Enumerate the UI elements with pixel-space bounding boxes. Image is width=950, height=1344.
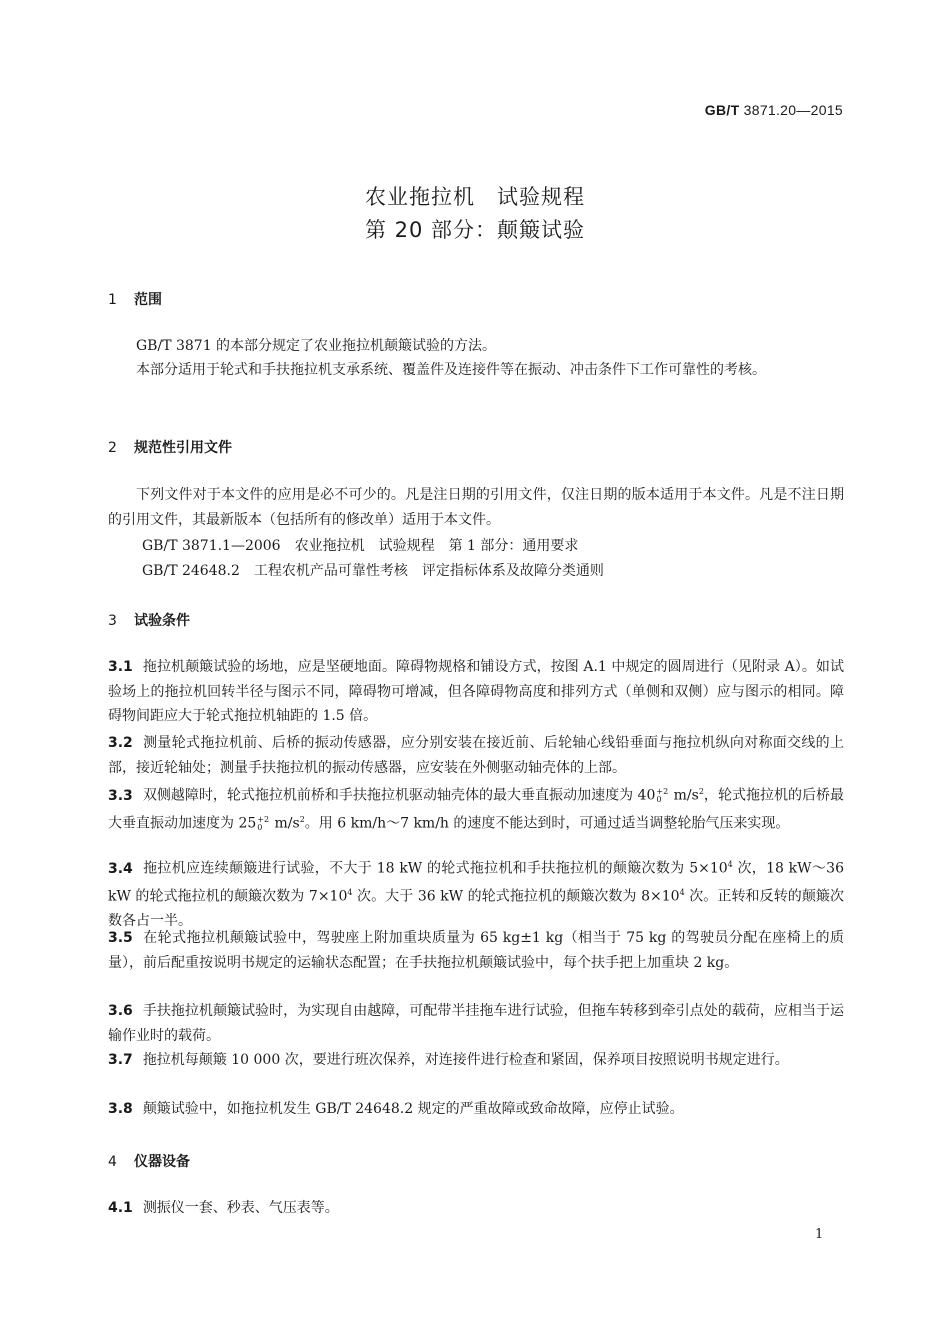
section-heading-2: 2 规范性引用文件 bbox=[108, 440, 232, 456]
clause-3-5: 3.5 在轮式拖拉机颠簸试验中，驾驶座上附加重块质量为 65 kg±1 kg（相当于 75 kg 的驾驶员分配在座椅上的质量），前后配重按说明书规定的运输状态配置；在手扶拖拉机颠簸试验中，每个扶手把上加重块 2 kg。 bbox=[108, 930, 844, 971]
clause-3-1: 3.1 拖拉机颠簸试验的场地，应是坚硬地面。障碍物规格和铺设方式，按图 A.1 中规定的圆周进行（见附录 A）。如试验场上的拖拉机回转半径与图示不同，障碍物可增减，但各障碍物高度和排列方式（单侧和双侧）应与图示的相同。障碍物间距应大于轮式拖拉机轴距的 1.5 倍。 bbox=[108, 659, 844, 724]
clause-3-2: 3.2 测量轮式拖拉机前、后桥的振动传感器，应分别安装在接近前、后轮轴心线铅垂面与拖拉机纵向对称面交线的上部，接近轮轴处；测量手扶拖拉机的振动传感器，应安装在外侧驱动轴壳体的上部。 bbox=[108, 735, 844, 776]
section-2-para: 下列文件对于本文件的应用是必不可少的。凡是注日期的引用文件，仅注日期的版本适用于本文件。凡是不注日期的引用文件，其最新版本（包括所有的修改单）适用于本文件。 bbox=[108, 487, 844, 528]
document-title-line2: 第 20 部分：颠簸试验 bbox=[364, 218, 586, 242]
clause-3-6: 3.6 手扶拖拉机颠簸试验时，为实现自由越障，可配带半挂拖车进行试验，但拖车转移到牵引点处的载荷，应相当于运输作业时的载荷。 bbox=[108, 1003, 844, 1044]
section-heading-1: 1 范围 bbox=[108, 292, 162, 308]
normative-reference-2: GB/T 24648.2 工程农机产品可靠性考核 评定指标体系及故障分类通则 bbox=[142, 563, 604, 579]
clause-3-7: 3.7 拖拉机每颠簸 10 000 次，要进行班次保养，对连接件进行检查和紧固，保养项目按照说明书规定进行。 bbox=[108, 1052, 789, 1068]
clause-4-1: 4.1 测振仪一套、秒表、气压表等。 bbox=[108, 1200, 339, 1216]
document-title-line1: 农业拖拉机 试验规程 bbox=[365, 185, 585, 209]
section-1-para-2: 本部分适用于轮式和手扶拖拉机支承系统、覆盖件及连接件等在振动、冲击条件下工作可靠性的考核。 bbox=[136, 362, 766, 378]
section-1-para-1: GB/T 3871 的本部分规定了农业拖拉机颠簸试验的方法。 bbox=[136, 338, 497, 354]
section-heading-4: 4 仪器设备 bbox=[108, 1154, 190, 1170]
clause-3-4: 3.4 拖拉机应连续颠簸进行试验，不大于 18 kW 的轮式拖拉机和手扶拖拉机的颠簸次数为 $5\times 10^4$ 次，18 kW～36 kW 的轮式拖拉机的颠簸次数为 $7\times 10^4$ 次。大于 36 kW 的轮式拖拉机的颠簸次数为 $8\times 10^4$ 次。正转和反转的颠簸次数各占一半。 bbox=[108, 860, 845, 930]
page-number: 1 bbox=[815, 1227, 824, 1242]
standard-code: GB/T 3871.20—2015 bbox=[704, 102, 843, 118]
section-heading-3: 3 试验条件 bbox=[108, 613, 190, 629]
normative-reference-1: GB/T 3871.1—2006 农业拖拉机 试验规程 第 1 部分：通用要求 bbox=[142, 538, 579, 554]
clause-3-8: 3.8 颠簸试验中，如拖拉机发生 GB/T 24648.2 规定的严重故障或致命故障，应停止试验。 bbox=[108, 1101, 684, 1117]
clause-3-3: 3.3 双侧越障时，轮式拖拉机前桥和手扶拖拉机驱动轴壳体的最大垂直振动加速度为 40 +2 0 $m/s^2$，轮式拖拉机的后桥最大垂直振动加速度为 25 +2 0 $m/s^2$。用 6 km/h～7 km/h 的速度不能达到时，可通过适当调整轮胎气压来实现。 bbox=[108, 786, 845, 832]
